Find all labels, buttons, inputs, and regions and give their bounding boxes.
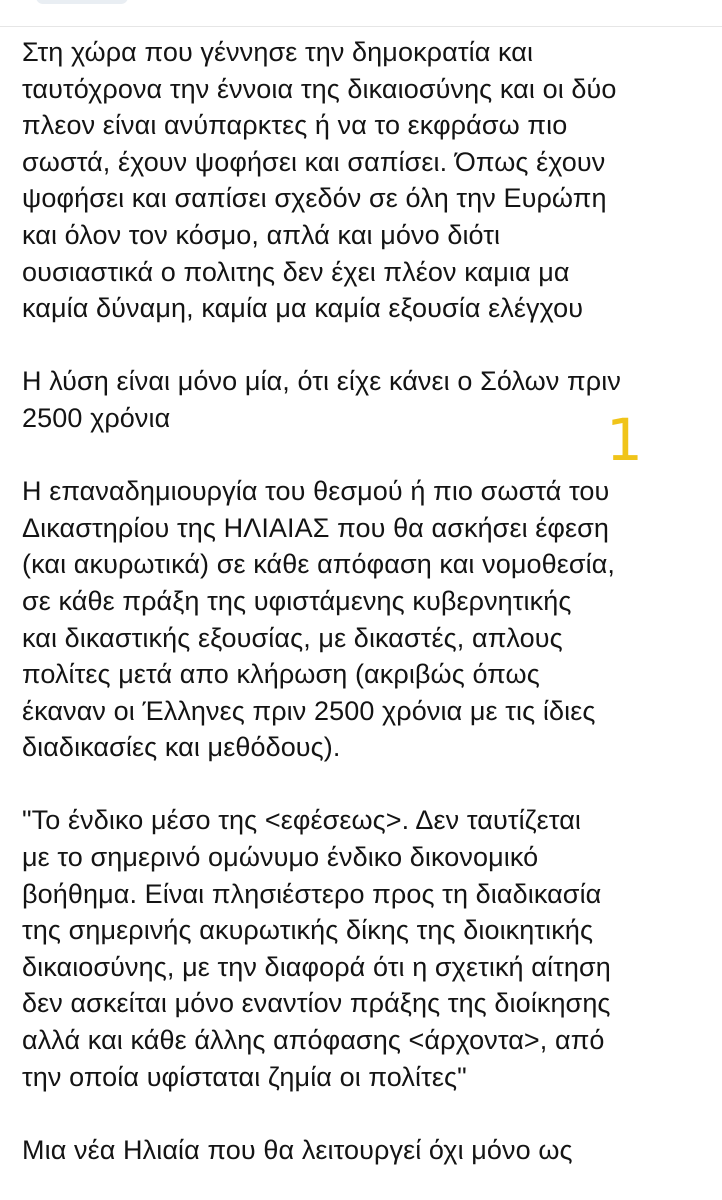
yellow-number-marker: 1: [606, 406, 643, 474]
paragraph-spacer: [22, 327, 710, 364]
post-paragraph-4: "Το ένδικο μέσο της <εφέσεως>. Δεν ταυτίζεται με το σημερινό ομώνυμο ένδικο δικονομικό βοήθημα. Είναι πλησιέστερο προς τη διαδικασία της σημερινής ακυρωτικής δίκης της διοικητικής δικαιοσύνης, με την διαφορά ότι η σχετική αίτηση δεν ασκείται μόνο εναντίον πράξης της διοίκησης αλλά και κάθε άλλης απόφασης <άρχοντα>, από την οποία υφίσταται ζημία οι πολίτες": [22, 805, 611, 1092]
paragraph-spacer: [22, 766, 710, 803]
header-button-edge[interactable]: [36, 0, 128, 4]
post-paragraph-1: Στη χώρα που γέννησε την δημοκρατία και ταυτόχρονα την έννοια της δικαιοσύνης και οι δύο πλεον είναι ανύπαρκτες ή να το εκφράσω πιο σωστά, έχουν ψοφήσει και σαπίσει. Όπως έχουν ψοφήσει και σαπίσει σχεδόν σε όλη την Ευρώπη και όλον τον κόσμο, απλά και μόνο διότι ουσιαστικά ο πολιτης δεν έχει πλέον καμια μα καμία δύναμη, καμία μα καμία εξουσία ελέγχου: [22, 37, 617, 324]
post-paragraph-3: Η επαναδημιουργία του θεσμού ή πιο σωστά του Δικαστηρίου της ΗΛΙΑΙΑΣ που θα ασκήσει έφεση (και ακυρωτικά) σε κάθε απόφαση και νομοθεσία, σε κάθε πράξη της υφιστάμενης κυβερνητικής και δικαστικής εξουσίας, με δικαστές, απλους πολίτες μετά απο κλήρωση (ακριβώς όπως έκαναν οι Έλληνες πριν 2500 χρόνια με τις ίδιες διαδικασίες και μεθόδους).: [22, 476, 616, 763]
post-paragraph-5: Μια νέα Ηλιαία που θα λειτουργεί όχι μόνο ως: [22, 1134, 573, 1165]
paragraph-spacer: [22, 1095, 710, 1132]
post-body-text: [22, 34, 710, 1168]
post-paragraph-2: Η λύση είναι μόνο μία, ότι είχε κάνει ο Σόλων πριν 2500 χρόνια: [22, 366, 621, 433]
top-header-strip: [0, 0, 722, 27]
